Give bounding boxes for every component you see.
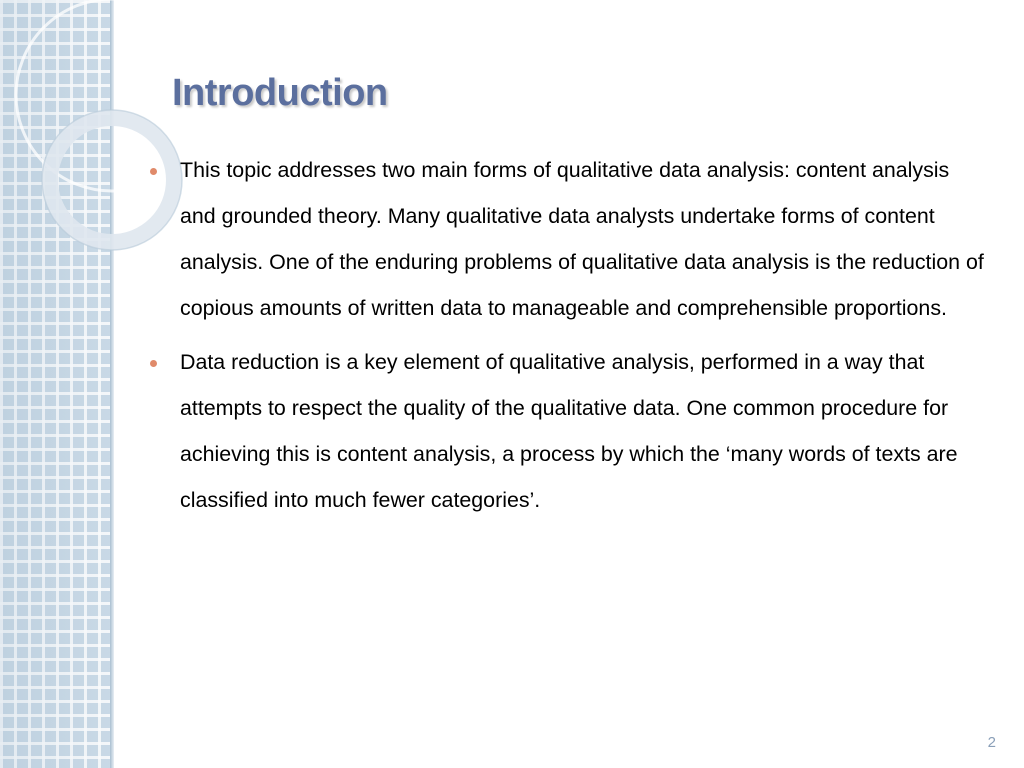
- bullet-item: [148, 339, 988, 523]
- bullet-dot-icon: [150, 360, 157, 367]
- bullet-text: This topic addresses two main forms of qualitative data analysis: content analysis and grounded theory. Many qualitative data analysts undertake forms of content analysis. One of the enduring problems of qualitative data analysis is the reduction of copious amounts of written data to manageable and comprehensible proportions.: [180, 158, 984, 320]
- bullet-item: [148, 147, 988, 331]
- page-number: 2: [987, 734, 996, 751]
- slide-title: Introduction: [172, 72, 388, 114]
- bullet-dot-icon: [150, 168, 157, 175]
- bullet-text: Data reduction is a key element of qualitative analysis, performed in a way that attempts to respect the quality of the qualitative data. One common procedure for achieving this is content analysis, a process by which the ‘many words of texts are classified into much fewer categories’.: [180, 350, 958, 512]
- bullet-list: [148, 147, 988, 531]
